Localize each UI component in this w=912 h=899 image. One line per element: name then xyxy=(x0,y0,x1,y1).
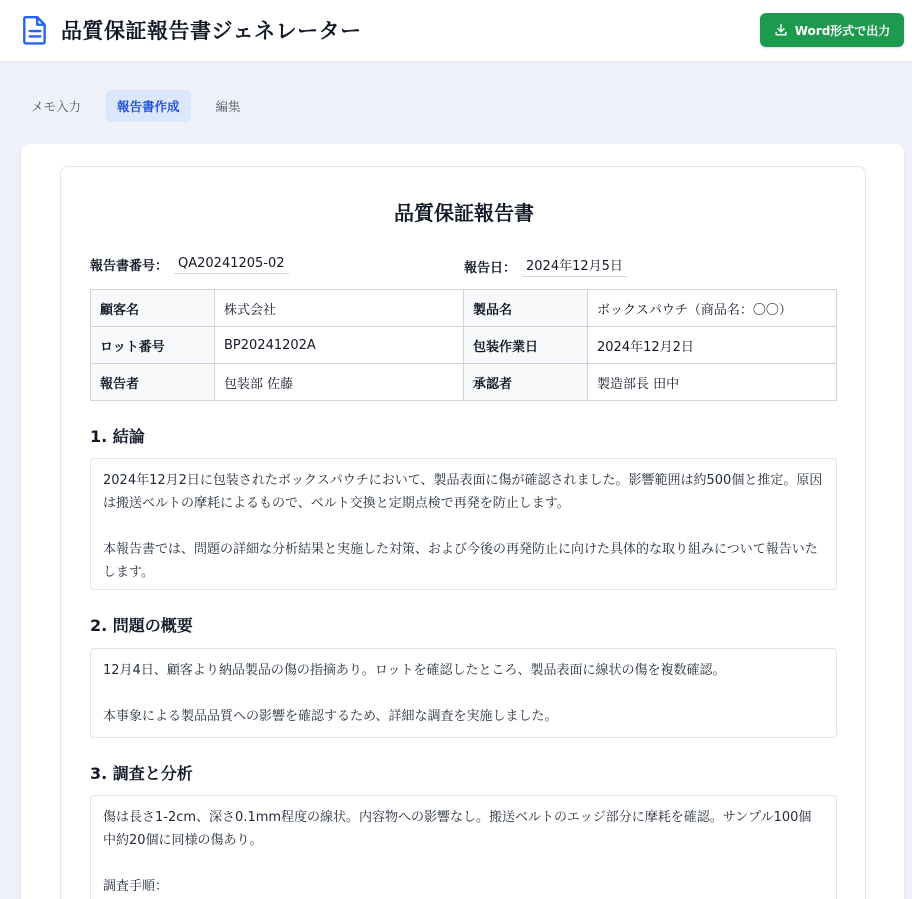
download-icon xyxy=(774,23,788,37)
approver-label: 承認者 xyxy=(464,364,588,401)
document-icon xyxy=(22,15,48,45)
app-title: 品質保証報告書ジェネレーター xyxy=(61,19,362,43)
section-heading-conclusion: 1. 結論 xyxy=(90,427,145,446)
report-number-value[interactable]: QA20241205-02 xyxy=(174,256,289,274)
report-date-field xyxy=(464,255,627,277)
report-title: 品質保証報告書 xyxy=(394,201,534,225)
app-header xyxy=(0,0,912,62)
product-value[interactable]: ボックスパウチ（商品名：〇〇） xyxy=(588,290,837,327)
pack-date-label: 包装作業日 xyxy=(464,327,588,364)
customer-value[interactable]: 株式会社 xyxy=(215,290,464,327)
pack-date-value[interactable]: 2024年12月2日 xyxy=(588,327,837,364)
section-heading-overview: 2. 問題の概要 xyxy=(90,616,193,635)
reporter-label: 報告者 xyxy=(91,364,215,401)
section-paragraph: 本報告書では、問題の詳細な分析結果と実施した対策、および今後の再発防止に向けた具体的な取り組みについて報告いたします。 xyxy=(103,542,818,580)
report-card xyxy=(21,144,904,899)
tab-memo-input[interactable]: メモ入力 xyxy=(31,99,82,114)
export-word-button[interactable] xyxy=(760,13,904,47)
report-number-label: 報告書番号： xyxy=(90,259,169,274)
section-paragraph: 傷は長さ1-2cm、深さ0.1mm程度の線状。内容物への影響なし。搬送ベルトのエッジ部分に摩耗を確認。サンプル100個中約20個に同様の傷あり。 xyxy=(103,810,812,848)
product-label: 製品名 xyxy=(464,290,588,327)
report-number-field xyxy=(90,255,289,274)
section-body-conclusion[interactable] xyxy=(90,458,837,590)
report-date-label: 報告日： xyxy=(464,260,517,276)
lot-label: ロット番号 xyxy=(91,327,215,364)
section-body-analysis[interactable] xyxy=(90,795,837,899)
lot-value[interactable]: BP20241202A xyxy=(215,327,464,364)
report-info-table xyxy=(90,289,837,401)
export-word-label: Word形式で出力 xyxy=(794,23,891,38)
section-paragraph: 本事象による製品品質への影響を確認するため、詳細な調査を実施しました。 xyxy=(103,709,558,724)
tab-report-create[interactable]: 報告書作成 xyxy=(106,90,191,122)
tab-edit[interactable]: 編集 xyxy=(215,99,241,114)
section-paragraph: 調査手順： xyxy=(103,879,169,894)
customer-label: 顧客名 xyxy=(91,290,215,327)
report-document xyxy=(60,166,866,899)
section-body-overview[interactable] xyxy=(90,648,837,738)
table-row xyxy=(91,364,837,401)
report-date-value[interactable]: 2024年12月5日 xyxy=(522,255,627,277)
approver-value[interactable]: 製造部長 田中 xyxy=(588,364,837,401)
table-row xyxy=(91,290,837,327)
reporter-value[interactable]: 包装部 佐藤 xyxy=(215,364,464,401)
table-row xyxy=(91,327,837,364)
section-heading-analysis: 3. 調査と分析 xyxy=(90,764,193,783)
tab-bar xyxy=(20,90,266,122)
section-paragraph: 2024年12月2日に包装されたボックスパウチにおいて、製品表面に傷が確認されました。影響範囲は約500個と推定。原因は搬送ベルトの摩耗によるもので、ベルト交換と定期点検で再発を防止します。 xyxy=(103,473,823,511)
section-paragraph: 12月4日、顧客より納品製品の傷の指摘あり。ロットを確認したところ、製品表面に線状の傷を複数確認。 xyxy=(103,663,726,678)
